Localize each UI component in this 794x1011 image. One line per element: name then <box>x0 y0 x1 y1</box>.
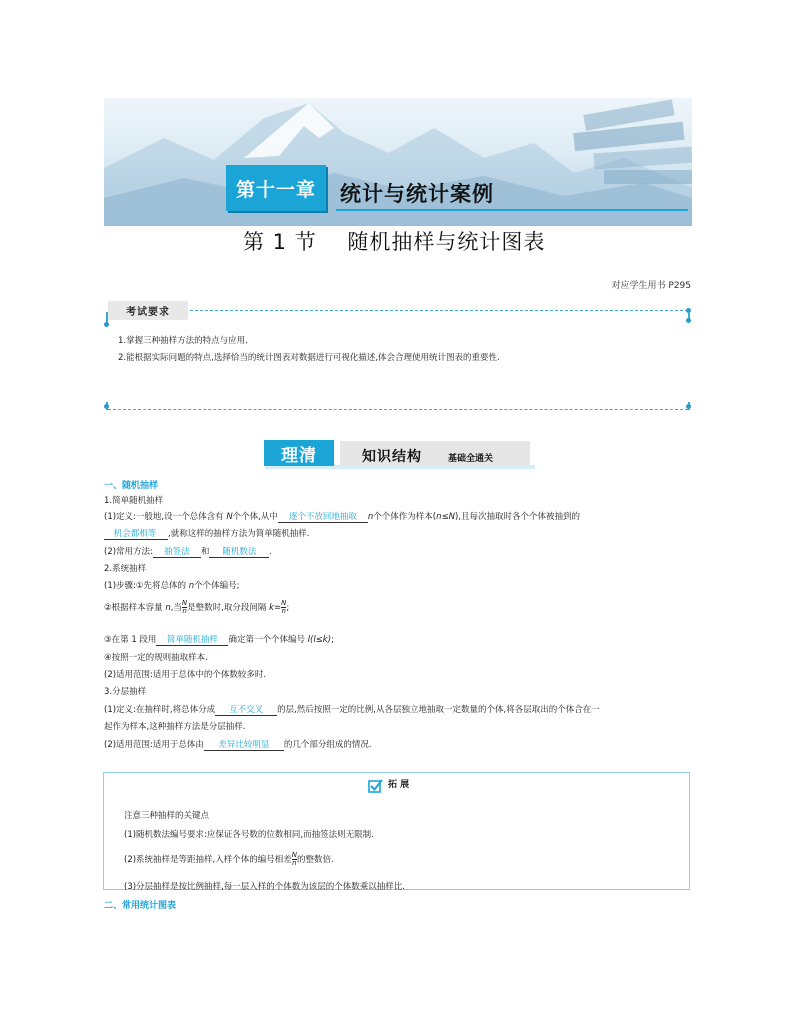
fraction: $\frac{N}{n}$ <box>281 599 287 615</box>
extension-point: (1)随机数法编号要求:应保证各号数的位数相同,而抽签法则无限制. <box>124 830 374 840</box>
definition-line: 起作为样本,这种抽样方法是分层抽样. <box>104 722 246 732</box>
requirement-item: 1.掌握三种抽样方法的特点与应用. <box>118 336 248 346</box>
step-line: ②根据样本容量 n,当 $\frac{N}{n}$ 是整数时,取分段间隔 k= $\frac{N}{n}$ ; <box>104 599 290 615</box>
step-line: (1)步骤:①先将总体的 n个个体编号; <box>104 581 240 591</box>
section-heading: 二、常用统计图表 <box>104 901 177 911</box>
checkmark-icon <box>368 778 384 794</box>
subheading: 1.简单随机抽样 <box>104 496 164 506</box>
knowledge-header-left: 理清 <box>264 440 334 466</box>
scope-line: (2)适用范围:适用于总体中的个体数较多时. <box>104 670 267 680</box>
step-line: ④按照一定的规则抽取样本. <box>104 653 208 663</box>
subheading: 3.分层抽样 <box>104 687 147 697</box>
section-heading: 一、随机抽样 <box>104 481 159 491</box>
step-line: ③在第 1 段用 简单随机抽样 确定第一个个体编号 l(l≤k); <box>104 635 334 645</box>
fill-blank: 逐个不放回地抽取 <box>278 510 368 523</box>
fill-blank: 机会都相等 <box>104 527 168 540</box>
chapter-title-underline <box>336 209 688 211</box>
fill-blank: 互不交叉 <box>215 703 277 716</box>
definition-line: (1)定义:一般地,设一个总体含有 N个个体,从中 逐个不放回地抽取 n个个体作为样本(n≤N),且每次抽取时各个个体被抽到的 <box>104 512 580 522</box>
fill-blank: 抽签法 <box>153 545 201 558</box>
page-reference: 对应学生用书 P295 <box>611 281 691 291</box>
extension-point: (3)分层抽样是按比例抽样,每一层入样的个体数为该层的个体数乘以抽样比. <box>124 882 405 892</box>
chapter-title: 统计与统计案例 <box>340 182 494 206</box>
methods-line: (2)常用方法: 抽签法 和 随机数法 . <box>104 547 273 557</box>
extension-intro: 注意三种抽样的关键点 <box>124 811 210 821</box>
fill-blank: 差异比较明显 <box>204 738 284 751</box>
definition-line: (1)定义:在抽样时,将总体分成 互不交叉 的层,然后按照一定的比例,从各层独立地抽取一定数量的个体,将各层取出的个体合在一 <box>104 705 600 715</box>
fraction: $\frac{N}{n}$ <box>291 851 297 867</box>
extension-point: (2)系统抽样是等距抽样,入样个体的编号相差 $\frac{N}{n}$ 的整数倍. <box>124 851 334 867</box>
knowledge-header-subtitle: 基础全通关 <box>448 454 494 464</box>
definition-line: 机会都相等 ,就称这样的抽样方法为简单随机抽样. <box>104 527 309 540</box>
chapter-tag: 第十一章 <box>226 165 326 211</box>
fraction: $\frac{N}{n}$ <box>181 599 188 615</box>
fill-blank: 简单随机抽样 <box>156 633 228 646</box>
knowledge-header-title: 知识结构 <box>362 449 422 465</box>
requirements-label: 考试要求 <box>108 301 188 320</box>
fill-blank: 随机数法 <box>209 545 269 558</box>
scope-line: (2)适用范围:适用于总体由 差异比较明显 的几个部分组成的情况. <box>104 740 372 750</box>
subheading: 2.系统抽样 <box>104 564 147 574</box>
extension-title: 拓 展 <box>388 780 410 790</box>
requirement-item: 2.能根据实际问题的特点,选择恰当的统计图表对数据进行可视化描述,体会合理使用统计图表的重要性. <box>118 353 500 363</box>
section-title: 第 1 节 随机抽样与统计图表 <box>243 230 546 254</box>
